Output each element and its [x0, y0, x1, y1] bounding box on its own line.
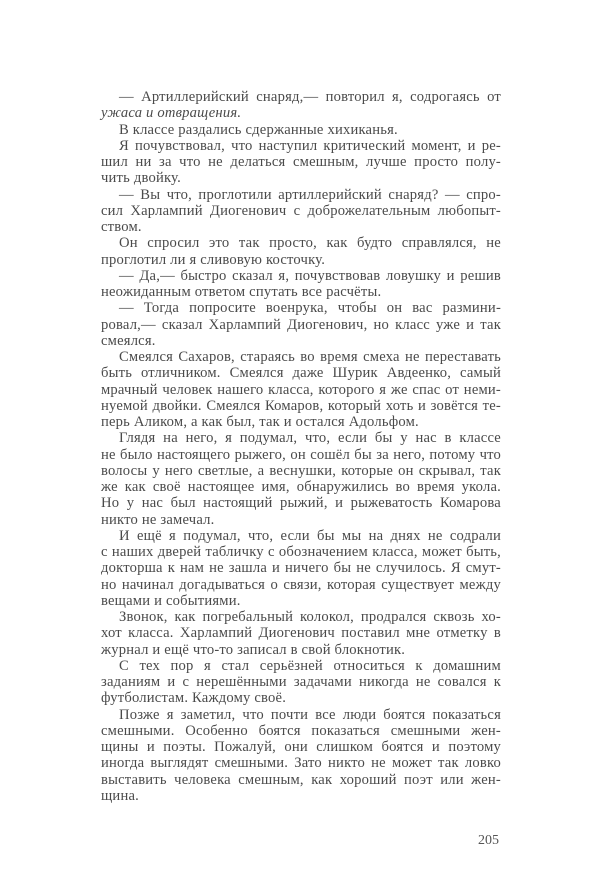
text-line: футболистам. Каждому своё. — [101, 690, 287, 707]
paragraph — [101, 349, 501, 430]
text-line: Но у нас был настоящий рыжий, и рыжеватость Комарова — [101, 495, 501, 512]
paragraph — [101, 138, 501, 187]
text-line: — Да,— быстро сказал я, почувствовав ловушку и решив — [119, 267, 501, 284]
text-line: быть отличником. Смеялся даже Шурик Авдеенко, самый — [101, 365, 501, 382]
text-line: В классе раздались сдержанные хихиканья. — [119, 121, 398, 138]
body-text — [101, 89, 501, 804]
text-line: С тех пор я стал серьёзней относиться к домашним — [119, 657, 501, 674]
text-line: нуемой двойки. Смеялся Комаров, который хоть и зовётся те- — [101, 397, 501, 414]
paragraph — [101, 187, 501, 236]
page-number: 205 — [478, 833, 499, 848]
paragraph — [101, 707, 501, 805]
text-line: смешными. Особенно боятся показаться смешными жен- — [101, 722, 501, 739]
text-line: Смеялся Сахаров, стараясь во время смеха не переставать — [119, 349, 501, 365]
text-line: выставить человека смешным, как хороший поэт или жен- — [101, 771, 501, 788]
paragraph — [101, 268, 501, 301]
text-line: журнал и ещё что-то записал в свой блокнотик. — [101, 641, 406, 658]
paragraph — [101, 235, 501, 268]
text-line: мрачный человек нашего класса, которого я же спас от неми- — [101, 381, 501, 398]
paragraph — [101, 300, 501, 349]
text-line: И ещё я подумал, что, если бы мы на днях не содрали — [119, 527, 501, 544]
text-line: Глядя на него, я подумал, что, если бы у нас в классе — [119, 430, 501, 447]
text-line: Звонок, как погребальный колокол, продрался сквозь хо- — [119, 609, 501, 625]
text-line: Позже я заметил, что почти все люди боятся показаться — [119, 706, 501, 723]
text-line: смеялся. — [101, 332, 156, 349]
text-line: с наших дверей табличку с обозначением класса, может быть, — [101, 544, 501, 560]
text-line: не было настоящего рыжего, он сошёл бы за него, потому что — [101, 446, 501, 463]
text-line: Я почувствовал, что наступил критический момент, и ре- — [119, 137, 501, 154]
paragraph — [101, 430, 501, 528]
text-line: но начинал догадываться о связи, которая существует между — [101, 576, 501, 593]
paragraph — [101, 89, 501, 122]
text-line: вещами и событиями. — [101, 592, 241, 609]
text-line: волосы у него светлые, а веснушки, которые он скрывал, так — [101, 462, 501, 479]
text-line: чить двойку. — [101, 170, 181, 187]
paragraph — [101, 122, 501, 138]
text-line: — Тогда попросите военрука, чтобы он вас размини- — [119, 300, 501, 317]
text-line: докторша к нам не зашла и ничего бы не случилось. Я смут- — [101, 560, 501, 577]
text-line: — Артиллерийский снаряд,— повторил я, содрогаясь от — [119, 89, 501, 105]
text-line: неожиданным ответом спутать все расчёты. — [101, 284, 382, 300]
text-line: хот класса. Харлампий Диогенович поставил мне отметку в — [101, 625, 501, 642]
text-line: иногда выглядят смешными. Зато никто не может так ловко — [101, 755, 501, 772]
text-line: никто не замечал. — [101, 511, 215, 528]
paragraph — [101, 609, 501, 658]
text-line: Он спросил это так просто, как будто справлялся, не — [119, 235, 501, 252]
paragraph — [101, 528, 501, 609]
text-line: проглотил ли я сливовую косточку. — [101, 251, 326, 268]
text-line: заданиям и с нерешёнными задачами никогда не совался к — [101, 674, 501, 690]
paragraph — [101, 658, 501, 707]
text-line: же как своё настоящее имя, обнаружились во время укола. — [101, 479, 501, 495]
text-line: щины и поэты. Пожалуй, они слишком боятся и поэтому — [101, 739, 501, 755]
text-line: ством. — [101, 219, 142, 235]
text-line: ровал,— сказал Харлампий Диогенович, но класс уже и так — [101, 316, 501, 333]
text-line: перь Аликом, а как был, так и остался Адольфом. — [101, 414, 419, 430]
text-line: шил ни за что не делаться смешным, лучше просто полу- — [101, 154, 501, 170]
text-line: сил Харлампий Диогенович с доброжелательным любопыт- — [101, 202, 501, 219]
text-line: щина. — [101, 787, 139, 804]
text-line: ужаса и отвращения. — [101, 105, 242, 122]
text-line: — Вы что, проглотили артиллерийский снаряд? — спро- — [119, 186, 501, 203]
